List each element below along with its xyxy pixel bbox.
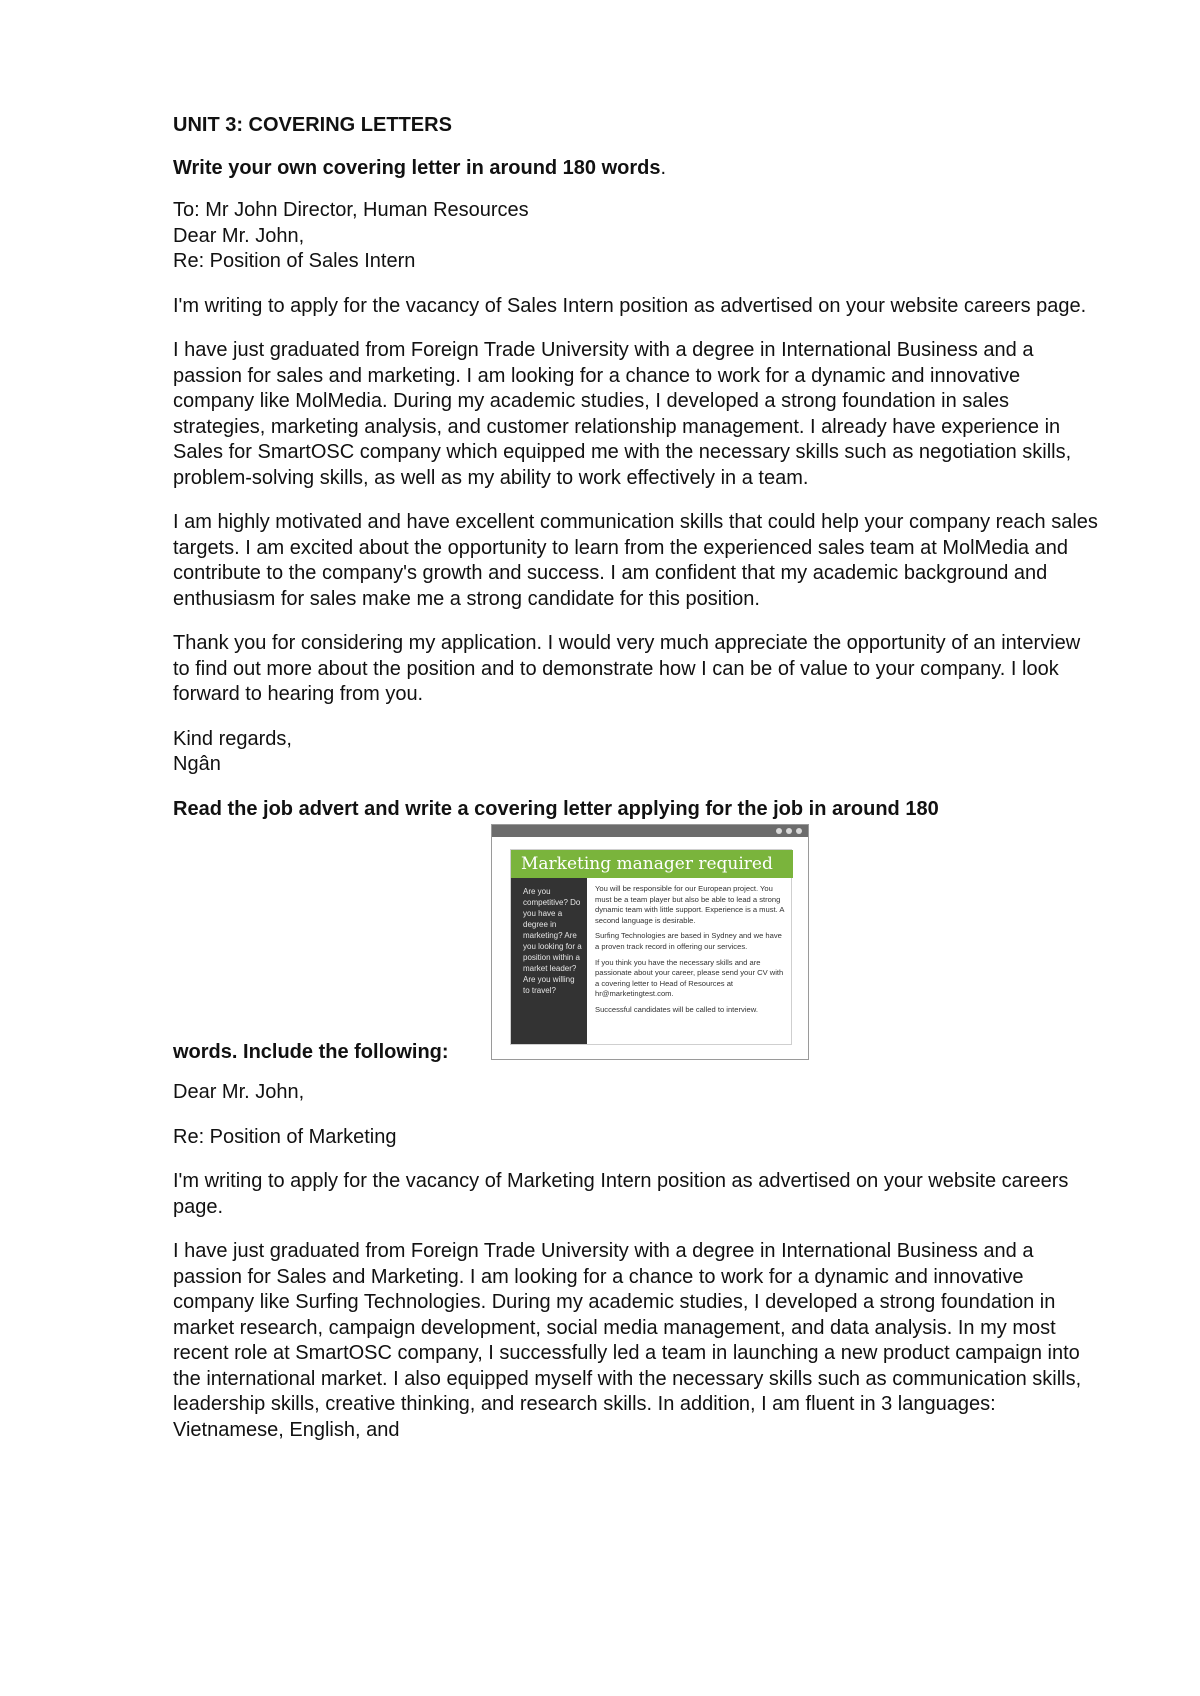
window-dot-icon [776,828,782,834]
advert-body-paragraph: If you think you have the necessary skills and are passionate about your career, please send your CV with a covering letter to Head of Resources at hr@marketingtest.com. [595,957,784,999]
letter1-paragraph: I'm writing to apply for the vacancy of Sales Intern position as advertised on your website careers page. [173,294,1087,317]
letter1-signoff [173,727,1098,778]
job-advert-row [173,824,1098,1062]
advert-window-bar [492,825,808,837]
instruction-own-letter-text: Write your own covering letter in around 180 words [173,157,661,179]
instruction-own-letter-period: . [660,157,667,179]
letter2-paragraph: I'm writing to apply for the vacancy of Marketing Intern position as advertised on your website careers page. [173,1170,1069,1218]
letter2-paragraph: I have just graduated from Foreign Trade University with a degree in International Business and a passion for Sales and Marketing. I am looking for a chance to work for a dynamic and innovative company like Surfing Technologies. During my academic studies, I developed a strong foundation in market research, campaign development, social media management, and data analysis. In my most recent role at SmartOSC company, I successfully led a team in launching a new product campaign into the international market. I also equipped myself with the necessary skills such as communication skills, leadership skills, creative thinking, and research skills. In addition, I am fluent in 3 languages: Vietnamese, English, and [173,1240,1082,1441]
letter2-greeting: Dear Mr. John, [173,1081,305,1103]
advert-sidebar-text: Are you competitive? Do you have a degree in marketing? Are you looking for a position within a market leader? Are you willing to travel? [511,878,587,1044]
letter1-greeting: Dear Mr. John, [173,224,305,247]
letter1-paragraph: I am highly motivated and have excellent communication skills that could help your company reach sales targets. I am excited about the opportunity to learn from the experienced sales team at MolMedia and contribute to the company's growth and success. I am confident that my academic background and enthusiasm for sales make me a strong candidate for this position. [173,511,1098,610]
letter1-paragraph: I have just graduated from Foreign Trade University with a degree in International Business and a passion for sales and marketing. I am looking for a chance to work for a dynamic and innovative company like MolMedia. During my academic studies, I developed a strong foundation in sales strategies, marketing analysis, and customer relationship management. I already have experience in Sales for SmartOSC company which equipped me with the necessary skills such as negotiation skills, problem-solving skills, as well as my ability to work effectively in a team. [173,339,1072,489]
unit-title: UNIT 3: COVERING LETTERS [173,114,452,136]
letter1-header [173,198,1098,275]
advert-body-paragraph: You will be responsible for our European project. You must be a team player but also be able to lead a strong dynamic team with little support. Experience is a must. A second language is desirable. [595,884,785,925]
job-advert-image [491,824,809,1060]
letter1-signature: Ngân [173,753,221,775]
letter1-re: Re: Position of Sales Intern [173,250,416,272]
advert-content [510,849,792,1045]
window-dot-icon [786,828,792,834]
advert-banner: Marketing manager required [511,850,793,878]
window-dot-icon [796,828,802,834]
letter2-re: Re: Position of Marketing [173,1125,397,1148]
advert-body-paragraph: Surfing Technologies are based in Sydney and we have a proven track record in offering our services. [595,931,782,951]
instruction-job-advert: Read the job advert and write a covering letter applying for the job in around 180 [173,797,939,820]
advert-body [595,884,787,1021]
advert-body-paragraph: Successful candidates will be called to interview. [595,1004,758,1014]
document-body [173,114,1098,1443]
instruction-own-letter [173,157,1098,180]
letter1-closing: Kind regards, [173,727,292,750]
letter1-paragraph: Thank you for considering my application. I would very much appreciate the opportunity of an interview to find out more about the position and to demonstrate how I can be of value to your company. I look forward to hearing from you. [173,632,1081,705]
instruction-job-advert-tail: words. Include the following: [173,1041,449,1063]
letter1-to: To: Mr John Director, Human Resources [173,199,529,221]
